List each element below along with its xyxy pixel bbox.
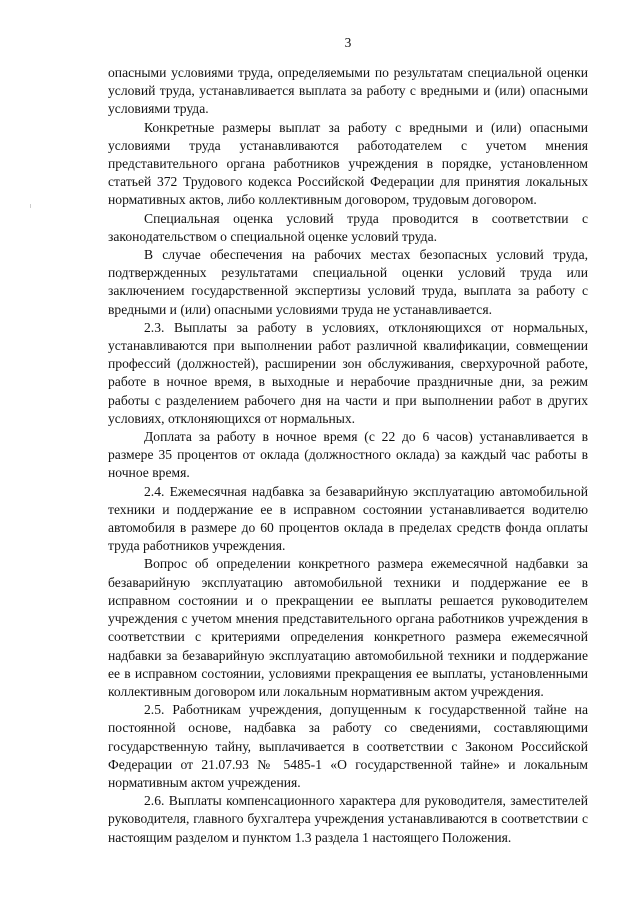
paragraph-2-5: 2.5. Работникам учреждения, допущенным к государственной тайне на постоянной основе, надбавка за работу со сведениями, составляющими государственную тайну, выплачивается в соответствии с Законом Российской Федерации от 21.07.93 № 5485-1 «О государственной тайне» и локальным нормативным актом учреждения. (108, 702, 588, 790)
document-body (108, 64, 588, 847)
paragraph-2-3: 2.3. Выплаты за работу в условиях, отклоняющихся от нормальных, устанавливаются при выполнении работ различной квалификации, совмещении профессий (должностей), расширении зон обслуживания, сверхурочной работе, работе в ночное время, в выходные и нерабочие праздничные дни, за режим работы с разделением рабочего дня на части и при выполнении работ в других условиях, отклоняющихся от нормальных. (108, 319, 588, 426)
paragraph-safe-conditions: В случае обеспечения на рабочих местах безопасных условий труда, подтвержденных результатами специальной оценки условий труда или заключением государственной экспертизы условий труда, выплата за работу с вредными и (или) опасными условиями труда не устанавливается. (108, 247, 588, 317)
scan-margin-mark (30, 204, 31, 208)
paragraph-continuation: опасными условиями труда, определяемыми по результатам специальной оценки условий труда, устанавливается выплата за работу с вредными и (или) опасными условиями труда. (108, 65, 588, 117)
paragraph-2-4: 2.4. Ежемесячная надбавка за безаварийную эксплуатацию автомобильной техники и поддержание ее в исправном состоянии устанавливается водителю автомобиля в размере до 60 процентов оклада в пределах средств фонда оплаты труда работников учреждения. (108, 483, 588, 554)
paragraph-night-work: Доплата за работу в ночное время (с 22 до 6 часов) устанавливается в размере 35 процентов от оклада (должностного оклада) за каждый час работы в ночное время. (108, 429, 588, 481)
paragraph-2-6: 2.6. Выплаты компенсационного характера для руководителя, заместителей руководителя, главного бухгалтера учреждения устанавливаются в соответствии с настоящим разделом и пунктом 1.3 раздела 1 настоящего Положения. (108, 793, 588, 845)
paragraph-payment-amounts: Конкретные размеры выплат за работу с вредными и (или) опасными условиями труда устанавливаются работодателем с учетом мнения представительного органа работников учреждения в порядке, установленном статьей 372 Трудового кодекса Российской Федерации для принятия локальных нормативных актов, либо коллективным договором, трудовым договором. (108, 119, 588, 208)
page-number: 3 (344, 35, 352, 50)
paragraph-special-assessment: Специальная оценка условий труда проводится в соответствии с законодательством о специальной оценке условий труда. (108, 210, 588, 244)
paragraph-bonus-decision: Вопрос об определении конкретного размера ежемесячной надбавки за безаварийную эксплуатацию автомобильной техники и поддержание ее в исправном состоянии и о прекращении ее выплаты решается руководителем учреждения с учетом мнения представительного органа работников учреждения в соответствии с критериями определения конкретного размера ежемесячной надбавки за безаварийную эксплуатацию автомобильной техники и поддержание ее в исправном состоянии, условиями прекращения ее выплаты, установленными коллективным договором или локальным нормативным актом учреждения. (108, 556, 588, 699)
